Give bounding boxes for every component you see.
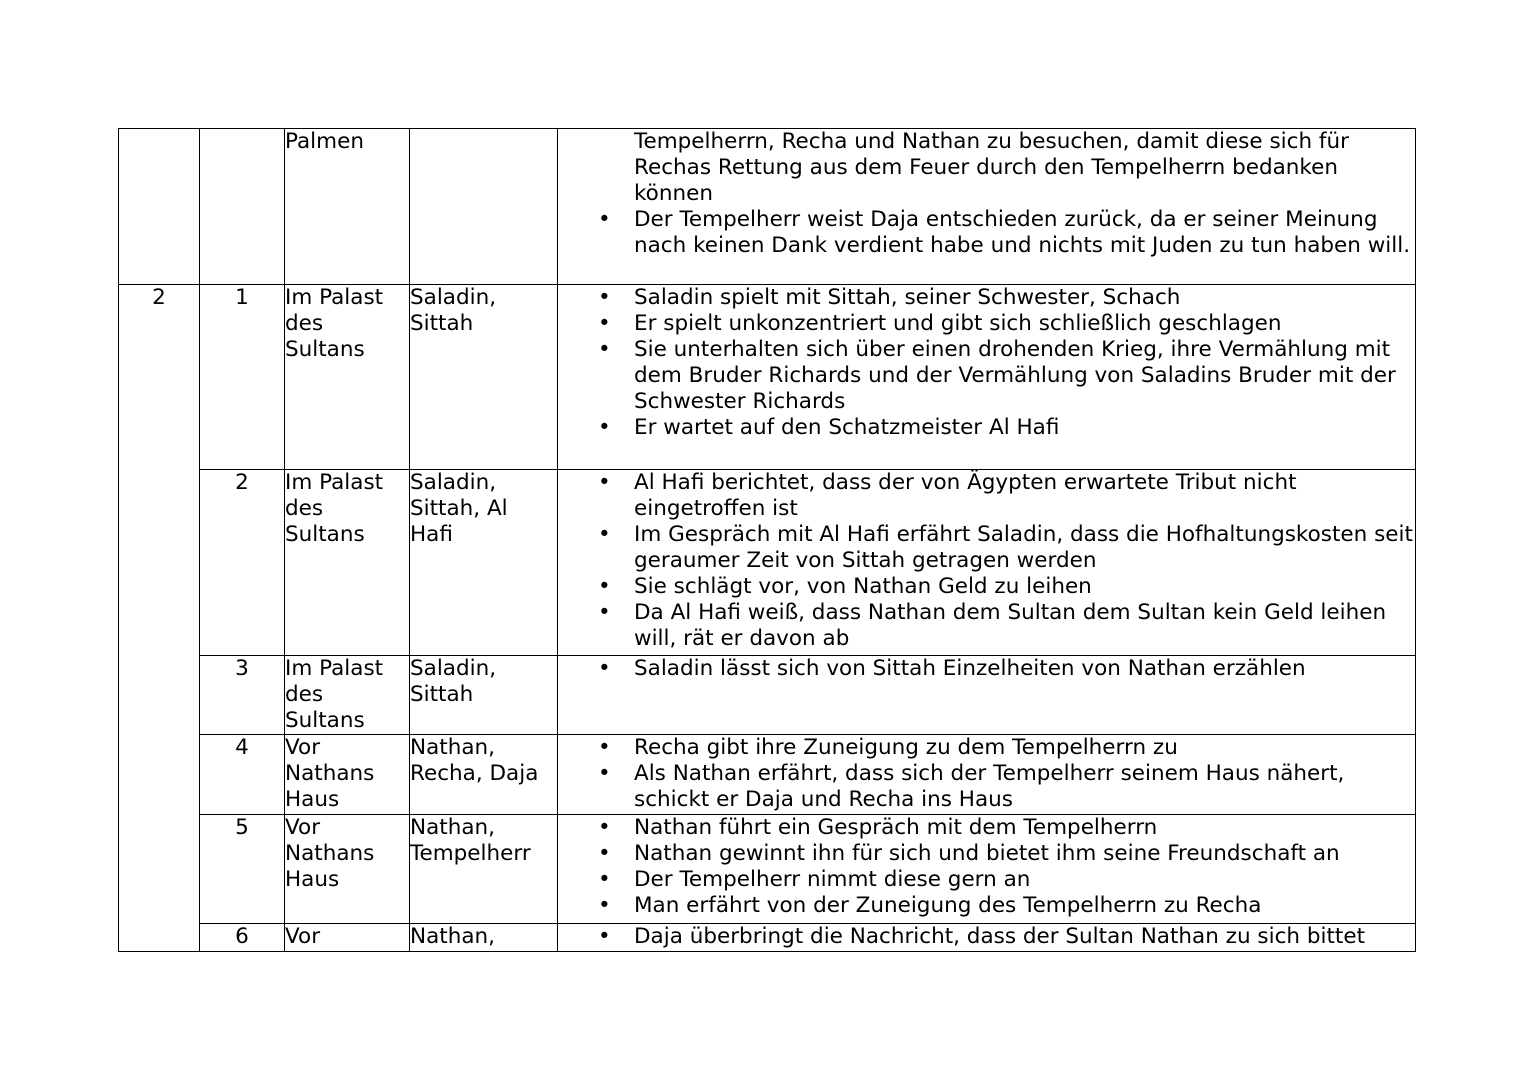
inhalt-item: Tempelherrn, Recha und Nathan zu besuchen, damit diese sich für Rechas Rettung aus dem Feuer durch den Tempelherrn bedanken können [634,129,1349,206]
inhalt-item: • Als Nathan erfährt, dass sich der Tempelherr seinem Haus nähert, schickt er Daja und Recha ins Haus [558,761,1415,813]
inhalt-item: • Sie unterhalten sich über einen drohenden Krieg, ihre Vermählung mit dem Bruder Richards und der Vermählung von Saladins Bruder mit der Schwester Richards [558,337,1415,415]
personen-cell [410,735,558,815]
ort-text: Vor [285,924,321,949]
szene-cell [200,656,285,735]
szene-number: 6 [235,924,249,949]
inhalt-item: • Daja überbringt die Nachricht, dass der Sultan Nathan zu sich bittet [558,924,1415,950]
ort-cell [285,285,410,470]
inhalt-cell [558,285,1416,470]
inhalt-cell [558,924,1416,952]
inhalt-item: • Der Tempelherr nimmt diese gern an [558,867,1415,893]
ort-cell [285,815,410,924]
szene-number: 1 [235,285,249,310]
inhalt-cell [558,656,1416,735]
inhalt-item: • Im Gespräch mit Al Hafi erfährt Saladin, dass die Hofhaltungskosten seit geraumer Zeit von Sittah getragen werden [558,522,1415,574]
szene-cell [200,470,285,656]
inhalt-item: • Saladin lässt sich von Sittah Einzelheiten von Nathan erzählen [558,656,1415,682]
ort-cell [285,470,410,656]
inhalt-item: • Saladin spielt mit Sittah, seiner Schwester, Schach [558,285,1415,311]
personen-cell [410,129,558,285]
ort-text: Vor Nathans Haus [285,815,375,892]
szene-cell [200,129,285,285]
szene-number: 2 [235,470,249,495]
inhalt-cell [558,815,1416,924]
table-row [119,285,1416,470]
szene-cell [200,924,285,952]
personen-cell [410,815,558,924]
inhalt-list [558,924,1415,950]
ort-text: Vor Nathans Haus [285,735,375,812]
personen-text: Saladin, Sittah [410,285,497,336]
personen-text: Nathan, Tempelherr [410,815,531,866]
szene-cell [200,815,285,924]
inhalt-item: • Er spielt unkonzentriert und gibt sich schließlich geschlagen [558,311,1415,337]
personen-text: Nathan, [410,924,495,949]
ort-cell [285,735,410,815]
personen-cell [410,924,558,952]
table-row [119,129,1416,285]
personen-cell [410,285,558,470]
inhalt-item: • Der Tempelherr weist Daja entschieden zurück, da er seiner Meinung nach keinen Dank verdient habe und nichts mit Juden zu tun haben will. [558,207,1415,259]
personen-text: Nathan, Recha, Daja [410,735,539,786]
inhalt-item: • Er wartet auf den Schatzmeister Al Hafi [558,415,1415,441]
inhalt-item: • Nathan gewinnt ihn für sich und bietet ihm seine Freundschaft an [558,841,1415,867]
inhalt-list [558,735,1415,813]
scene-summary-table [118,128,1416,952]
ort-cell [285,924,410,952]
personen-cell [410,656,558,735]
personen-text: Saladin, Sittah [410,656,497,707]
personen-cell [410,470,558,656]
ort-text: Im Palast des Sultans [285,470,384,547]
inhalt-list [558,815,1415,919]
inhalt-cell [558,735,1416,815]
szene-cell [200,285,285,470]
inhalt-list [558,285,1415,441]
table-row [119,924,1416,952]
ort-text: Palmen [285,129,364,154]
inhalt-list [558,470,1415,652]
ort-cell [285,129,410,285]
inhalt-list [558,656,1415,682]
inhalt-item: • Sie schlägt vor, von Nathan Geld zu leihen [558,574,1415,600]
akt-cell [119,285,200,952]
ort-cell [285,656,410,735]
table-row [119,656,1416,735]
szene-number: 4 [235,735,249,760]
ort-text: Im Palast des Sultans [285,285,384,362]
inhalt-item: • Al Hafi berichtet, dass der von Ägypten erwartete Tribut nicht eingetroffen ist [558,470,1415,522]
table-row [119,735,1416,815]
inhalt-item: • Man erfährt von der Zuneigung des Tempelherrn zu Recha [558,893,1415,919]
inhalt-cell [558,470,1416,656]
personen-text: Saladin, Sittah, Al Hafi [410,470,508,547]
inhalt-item: • Nathan führt ein Gespräch mit dem Tempelherrn [558,815,1415,841]
inhalt-item: • Recha gibt ihre Zuneigung zu dem Tempelherrn zu [558,735,1415,761]
szene-number: 5 [235,815,249,840]
table-row [119,470,1416,656]
szene-cell [200,735,285,815]
akt-number: 2 [152,285,166,310]
inhalt-cell [558,129,1416,285]
ort-text: Im Palast des Sultans [285,656,384,733]
inhalt-list [558,129,1415,259]
inhalt-item: • Da Al Hafi weiß, dass Nathan dem Sultan dem Sultan kein Geld leihen will, rät er davon ab [558,600,1415,652]
table-row [119,815,1416,924]
szene-number: 3 [235,656,249,681]
akt-cell [119,129,200,285]
